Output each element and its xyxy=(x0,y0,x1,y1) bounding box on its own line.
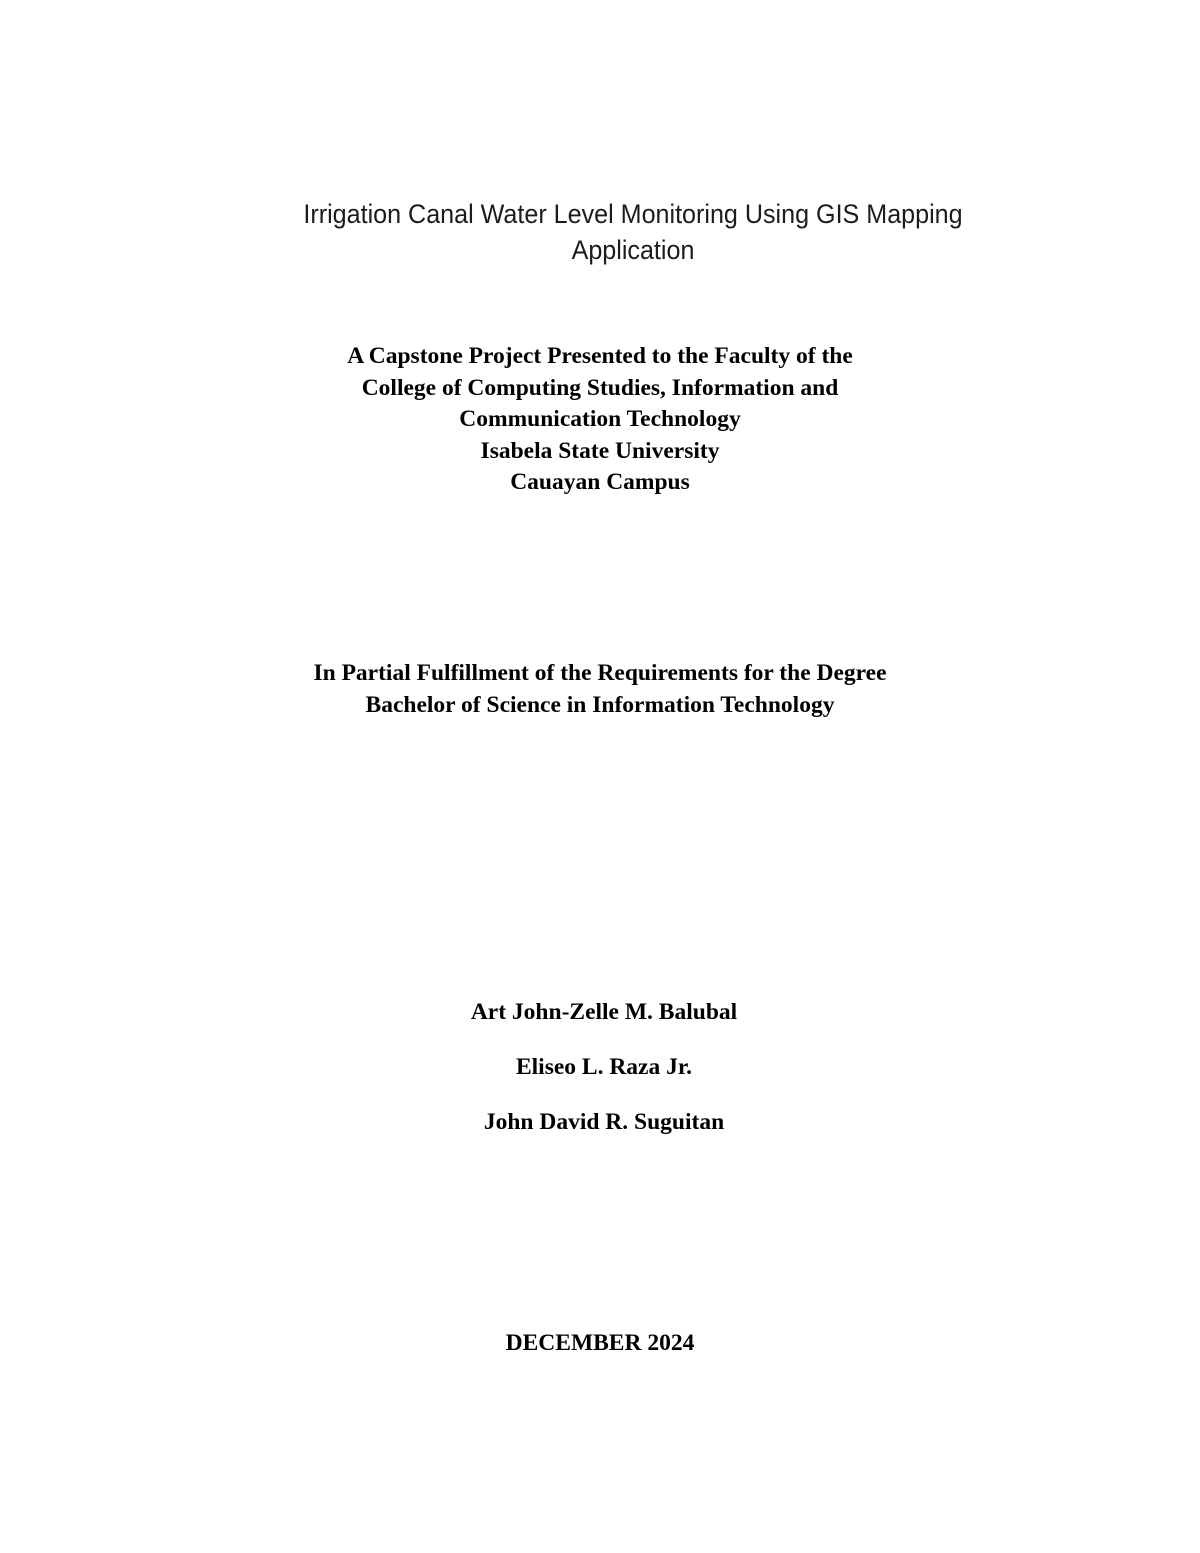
degree-name: Bachelor of Science in Information Technology xyxy=(365,691,835,718)
university-name: Isabela State University xyxy=(480,437,720,464)
presentation-line-2: College of Computing Studies, Information and xyxy=(361,374,839,401)
title-line-2: Application xyxy=(571,235,695,265)
author-name: John David R. Suguitan xyxy=(483,1109,725,1135)
presentation-line-1: A Capstone Project Presented to the Faculty of the xyxy=(347,343,853,369)
fulfillment-statement xyxy=(150,658,1050,721)
title-line-1: Irrigation Canal Water Level Monitoring Using GIS Mapping xyxy=(303,199,963,229)
campus-name: Cauayan Campus xyxy=(510,469,690,496)
document-title xyxy=(184,196,1082,268)
presentation-statement xyxy=(200,341,1000,499)
author-name: Art John-Zelle M. Balubal xyxy=(470,999,738,1025)
submission-date: DECEMBER 2024 xyxy=(505,1330,695,1356)
fulfillment-line-1: In Partial Fulfillment of the Requirements for the Degree xyxy=(313,660,887,686)
presentation-line-3: Communication Technology xyxy=(459,406,741,433)
author-name: Eliseo L. Raza Jr. xyxy=(515,1054,693,1080)
